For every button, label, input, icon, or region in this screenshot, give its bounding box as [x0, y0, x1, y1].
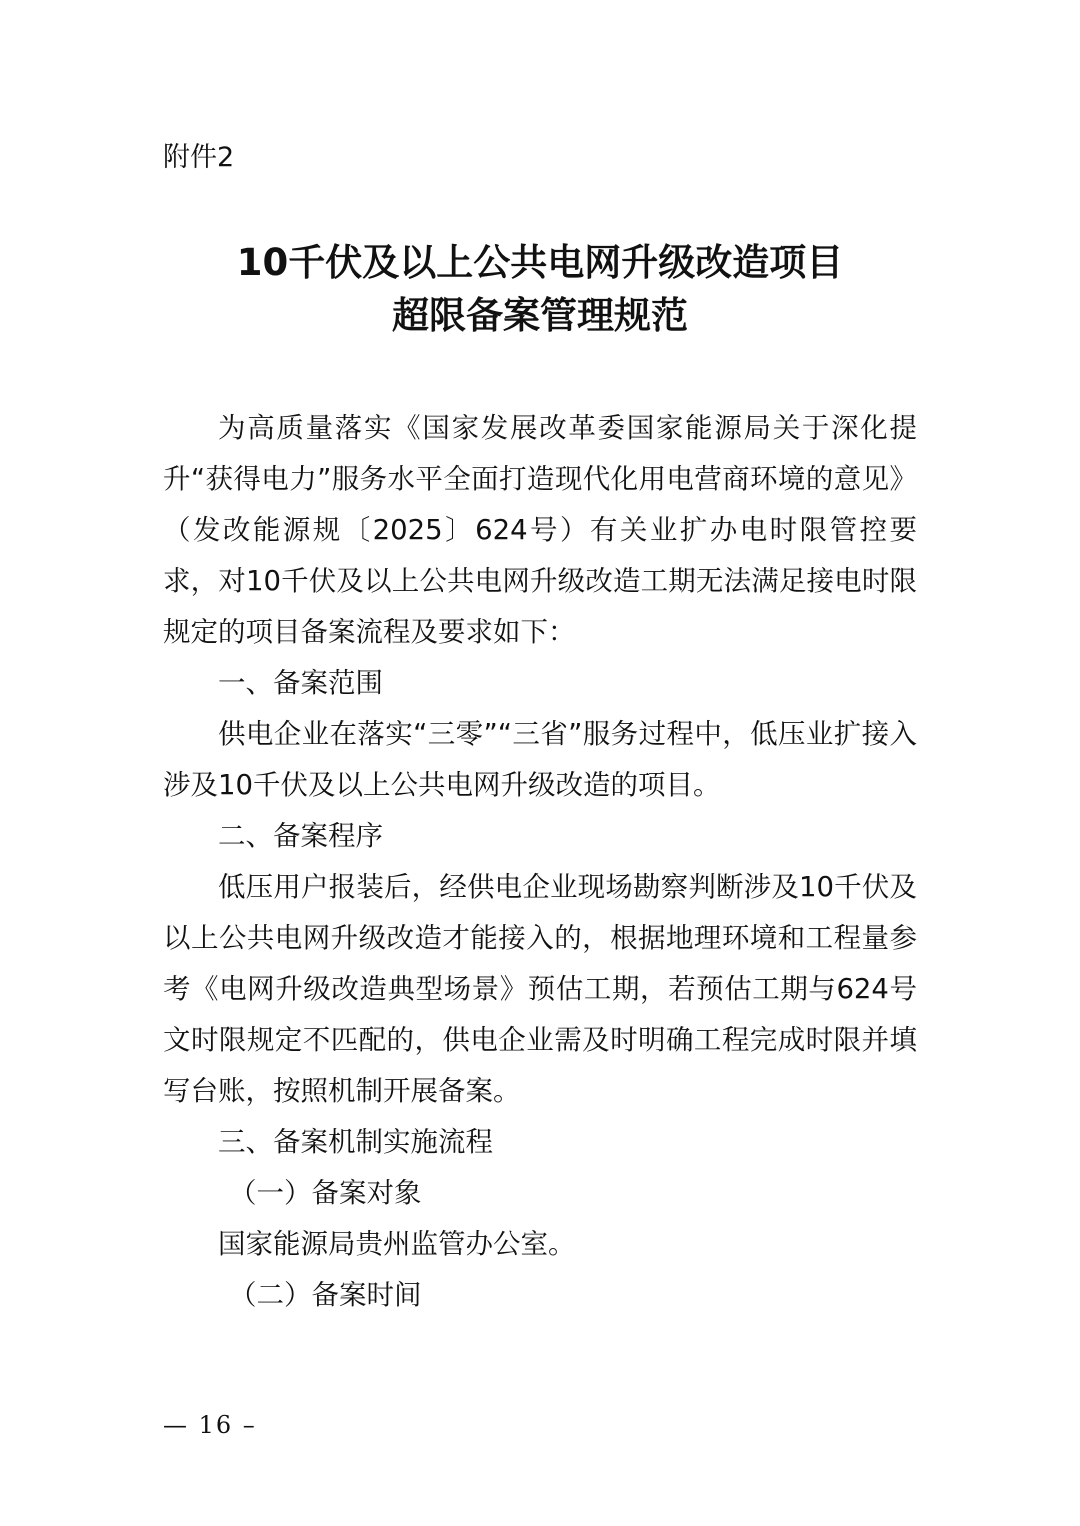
title-line-1: 10千伏及以上公共电网升级改造项目	[236, 241, 844, 284]
section-heading-procedure: 二、备案程序	[218, 820, 383, 852]
section-heading-process: 三、备案机制实施流程	[218, 1126, 493, 1158]
page-number: — 16 –	[163, 1411, 257, 1439]
intro-paragraph: 为高质量落实《国家发展改革委国家能源局关于深化提升“获得电力”服务水平全面打造现代化用电营商环境的意见》（发改能源规〔2025〕624号）有关业扩办电时限管控要求，对10千伏及以上公共电网升级改造工期无法满足接电时限规定的项目备案流程及要求如下：	[163, 412, 917, 648]
scope-paragraph: 供电企业在落实“三零”“三省”服务过程中，低压业扩接入涉及10千伏及以上公共电网升级改造的项目。	[163, 718, 917, 801]
subsection-heading-time: （二）备案时间	[229, 1279, 422, 1311]
subsection-heading-target: （一）备案对象	[229, 1177, 422, 1209]
procedure-paragraph: 低压用户报装后，经供电企业现场勘察判断涉及10千伏及以上公共电网升级改造才能接入的，根据地理环境和工程量参考《电网升级改造典型场景》预估工期，若预估工期与624号文时限规定不匹配的，供电企业需及时明确工程完成时限并填写台账，按照机制开展备案。	[163, 871, 917, 1107]
title-line-2: 超限备案管理规范	[392, 294, 688, 337]
target-paragraph: 国家能源局贵州监管办公室。	[218, 1228, 576, 1260]
document-title	[0, 236, 1080, 342]
section-heading-scope: 一、备案范围	[218, 667, 383, 699]
document-body	[163, 403, 917, 1321]
attachment-label: 附件2	[163, 142, 235, 173]
